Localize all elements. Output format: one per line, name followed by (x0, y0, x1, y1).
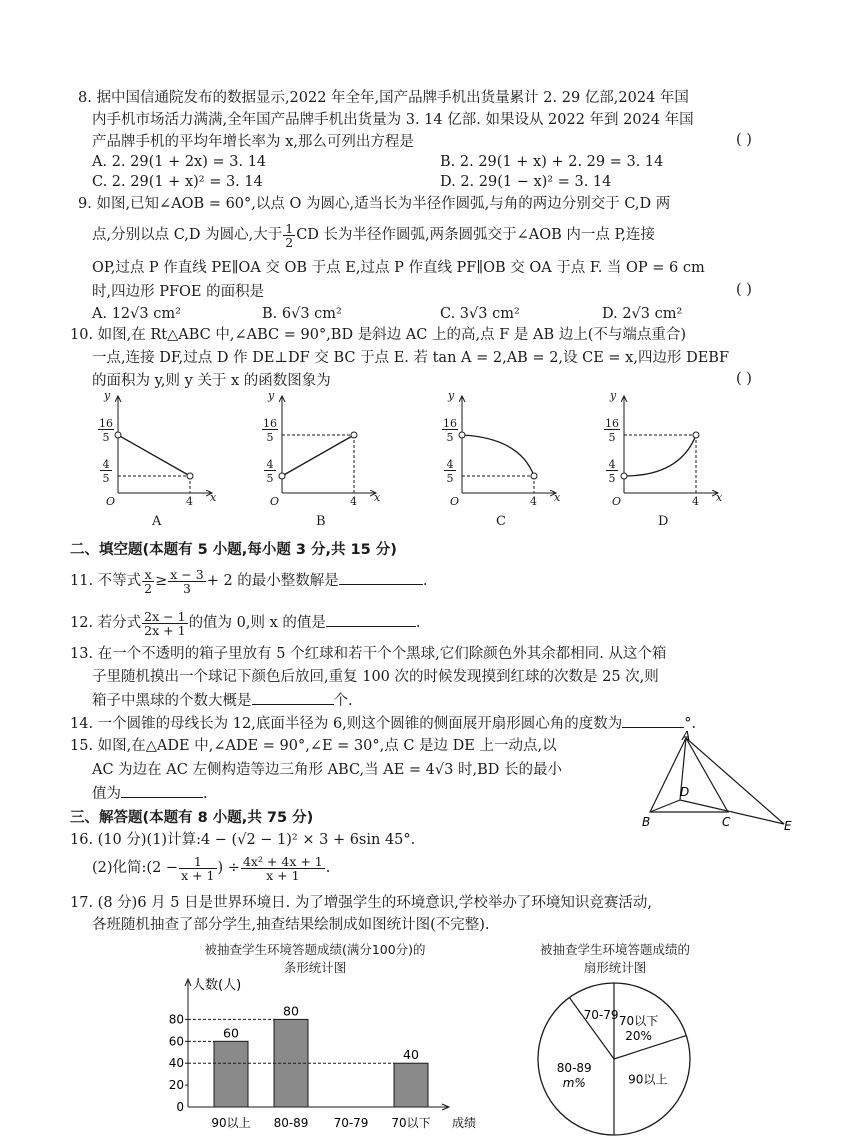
q15-label-c: C (722, 815, 731, 829)
section2-heading: 二、填空题(本题有 5 小题,每小题 3 分,共 15 分) (70, 542, 397, 558)
pie-slice-percent: m% (562, 1075, 586, 1090)
q10-graph-a-bot-num: 4 (100, 459, 112, 471)
q10-graph-c-axis-x: x (554, 491, 561, 504)
q15-line3 (92, 783, 208, 804)
q9-line2-post: CD 长为半径作圆弧,两条圆弧交于∠AOB 内一点 P,连接 (296, 227, 655, 243)
q10-graph-c-top-num: 16 (443, 417, 457, 430)
q16-fraction-2 (241, 855, 325, 882)
q8-line3: 产品牌手机的平均年增长率为 x,那么可列出方程是 (92, 134, 414, 150)
bar-value-label: 40 (403, 1047, 419, 1063)
q11-f1-den: 2 (144, 580, 153, 596)
q15-line2: AC 为边在 AC 左侧构造等边三角形 ABC,当 AE = 4√3 时,BD 长的最小 (92, 762, 562, 778)
q15-triangle-ade (680, 738, 784, 824)
q12-fraction (142, 610, 187, 637)
q10-graph-d-bot-num: 4 (606, 459, 618, 471)
q12-answer-blank[interactable] (326, 612, 416, 627)
q10-graph-d-top-den: 5 (608, 431, 616, 444)
pie-slice-label: 70以下 (618, 1014, 659, 1029)
q10-graph-b-caption: B (316, 514, 326, 529)
q15-line3-pre: 值为 (92, 786, 121, 802)
q14-line (70, 713, 696, 734)
q16-line1: 16. (10 分)(1)计算:4 − (√2 − 1)² × 3 + 6sin 45°. (70, 832, 416, 848)
q16-line2-mid: ) ÷ (217, 860, 240, 876)
pie-slice-label: 70-79 (583, 1008, 619, 1023)
bar-ytick-label: 80 (168, 1012, 184, 1027)
bar-chart-title-line2: 条形统计图 (283, 960, 347, 975)
q10-graph-b-x-tick: 4 (350, 495, 357, 508)
q10-graph-a-top-den: 5 (102, 431, 110, 444)
bar-category-label: 80-89 (273, 1116, 309, 1130)
bar-value-label: 60 (223, 1025, 239, 1041)
q10-graph-b-top-den: 5 (266, 431, 274, 444)
bar-category-label: 70-79 (333, 1116, 369, 1130)
q10-answer-paren: ( ) (736, 371, 752, 387)
q8-option-c: C. 2. 29(1 + x)² = 3. 14 (92, 174, 263, 190)
q13-line1: 13. 在一个不透明的箱子里放有 5 个红球和若干个个黑球,它们除颜色外其余都相同. 从这个箱 (70, 646, 667, 662)
q13-line2: 子里随机摸出一个球记下颜色后放回,重复 100 次的时候发现摸到红球的次数是 25 次,则 (92, 669, 659, 685)
q10-graph-c-origin: O (450, 495, 460, 508)
q14-post: °. (684, 716, 697, 732)
q10-graph-d-x-tick: 4 (692, 495, 699, 508)
q9-option-a: A. 12√3 cm² (92, 306, 181, 322)
bar-ytick-label: 60 (168, 1034, 184, 1049)
q11-f2-den: 3 (183, 580, 191, 596)
q13-line3-pre: 箱子中黑球的个数大概是 (92, 693, 252, 709)
q14-answer-blank[interactable] (622, 713, 684, 728)
q9-fraction (283, 222, 295, 249)
pie-chart-title (510, 940, 720, 976)
q10-graph-c (459, 396, 556, 493)
q16-f2-num: 4x² + 4x + 1 (242, 853, 323, 869)
q16-f1-num: 1 (179, 855, 216, 869)
q10-graph-a (115, 396, 212, 493)
q9-option-c: C. 3√3 cm² (440, 306, 520, 322)
q10-graph-a-bot-den: 5 (102, 472, 110, 485)
q10-graph-b (279, 396, 376, 493)
q8-option-b: B. 2. 29(1 + x) + 2. 29 = 3. 14 (440, 154, 664, 170)
bar-ytick-label: 0 (176, 1100, 184, 1114)
q10-graph-c-top-den: 5 (446, 431, 454, 444)
q10-graph-b-bot-num: 4 (264, 459, 276, 471)
q15-label-a: A (682, 729, 691, 743)
q16-line2-pre: (2)化简:(2 − (92, 860, 179, 876)
bar-ylabel: 人数(人) (192, 978, 242, 993)
q9-frac-num: 1 (285, 220, 294, 236)
q12-line (70, 606, 421, 640)
bar-chart-title-line1: 被抽查学生环境答题成绩(满分100分)的 (204, 942, 426, 957)
q10-graph-c-x-tick: 4 (530, 495, 537, 508)
q10-graph-c-bot-den: 5 (446, 472, 454, 485)
q9-option-d: D. 2√3 cm² (602, 306, 683, 322)
q8-line2: 内手机市场活力满满,全年国产品牌手机出货量为 3. 14 亿部. 如果设从 2022 年到 2024 年国 (92, 112, 694, 128)
pie-slice-label: 80-89 (556, 1060, 592, 1075)
q11-answer-blank[interactable] (339, 570, 423, 585)
q10-line3: 的面积为 y,则 y 关于 x 的函数图象为 (92, 373, 331, 389)
pie-slice-percent: 20% (625, 1029, 652, 1044)
q10-graph-b-bot-den: 5 (266, 472, 274, 485)
q10-graph-a-top-num: 16 (99, 417, 113, 430)
q15-label-d: D (680, 785, 690, 799)
q10-graph-d-top-num: 16 (605, 417, 619, 430)
q10-graph-b-top-num: 16 (263, 417, 277, 430)
q16-f1-den: x + 1 (181, 867, 215, 883)
q11-line (70, 564, 427, 598)
q9-line1: 9. 如图,已知∠AOB = 60°,以点 O 为圆心,适当长为半径作圆弧,与角的两边分别交于 C,D 两 (78, 196, 671, 212)
q10-line2: 一点,连接 DF,过点 D 作 DE⊥DF 交 BC 于点 E. 若 tan A = 2,AB = 2,设 CE = x,四边形 DEBF (92, 350, 730, 366)
q10-graph-a-axis-x: x (210, 491, 217, 504)
q10-graph-a-axis-y: y (104, 389, 111, 402)
q8-option-a: A. 2. 29(1 + 2x) = 3. 14 (92, 154, 267, 170)
q9-line2-pre: 点,分别以点 C,D 为圆心,大于 (92, 227, 283, 243)
q10-graph-c-caption: C (496, 514, 506, 529)
q11-end: . (422, 573, 428, 589)
q8-option-d: D. 2. 29(1 − x)² = 3. 14 (440, 174, 612, 190)
q10-graph-d-caption: D (658, 514, 669, 529)
section3-heading: 三、解答题(本题有 8 小题,共 75 分) (70, 810, 314, 826)
q10-line1: 10. 如图,在 Rt△ABC 中,∠ABC = 90°,BD 是斜边 AC 上的高,点 F 是 AB 边上(不与端点重合) (70, 327, 687, 343)
q13-line3 (92, 690, 353, 711)
q14-pre: 14. 一个圆锥的母线长为 12,底面半径为 6,则这个圆锥的侧面展开扇形圆心角的度数为 (70, 716, 623, 732)
q12-pre: 12. 若分式 (70, 615, 142, 631)
q15-triangle-abc (650, 738, 728, 812)
bar-xlabel: 成绩 (452, 1116, 477, 1130)
q10-graph-b-axis-x: x (374, 491, 381, 504)
bar-ytick-label: 20 (168, 1078, 184, 1093)
q12-end: . (415, 615, 421, 631)
q13-answer-blank[interactable] (252, 690, 334, 705)
bar-chart-title (180, 940, 450, 976)
pie-chart (530, 975, 710, 1140)
q8-line1: 8. 据中国信通院发布的数据显示,2022 年全年,国产品牌手机出货量累计 2. 29 亿部,2024 年国 (78, 90, 689, 106)
q12-post: 的值为 0,则 x 的值是 (188, 615, 326, 631)
pie-chart-title-line2: 扇形统计图 (583, 960, 647, 975)
q9-line4: 时,四边形 PFOE 的面积是 (92, 284, 265, 300)
bar-chart (140, 975, 520, 1140)
q10-graph-a-x-tick: 4 (186, 495, 193, 508)
q10-graphs (0, 388, 860, 536)
q10-graph-a-caption: A (152, 514, 162, 529)
q10-graph-d-origin: O (612, 495, 622, 508)
q16-f2-den: x + 1 (266, 867, 300, 883)
q9-line2 (92, 220, 655, 250)
q15-answer-blank[interactable] (121, 783, 203, 798)
q16-line2 (92, 850, 330, 886)
q15-figure (640, 728, 800, 838)
q15-line1: 15. 如图,在△ADE 中,∠ADE = 90°,∠E = 30°,点 C 是边 DE 上一动点,以 (70, 738, 557, 754)
q16-line2-end: . (325, 860, 331, 876)
bar-value-label: 80 (283, 1003, 299, 1019)
q10-graph-a-origin: O (106, 495, 116, 508)
bar (214, 1041, 248, 1107)
bar-category-label: 90以上 (211, 1116, 251, 1130)
q17-line2: 各班随机抽查了部分学生,抽查结果绘制成如图统计图(不完整). (92, 917, 490, 933)
q10-graph-d-axis-y: y (610, 389, 617, 402)
q11-f2-num: x − 3 (170, 566, 204, 582)
q10-graph-c-bot-num: 4 (444, 459, 456, 471)
q10-graph-d-bot-den: 5 (608, 472, 616, 485)
pie-chart-title-line1: 被抽查学生环境答题成绩的 (539, 942, 690, 957)
q9-line3: OP,过点 P 作直线 PE∥OA 交 OB 于点 E,过点 P 作直线 PF∥OB 交 OA 于点 F. 当 OP = 6 cm (92, 260, 705, 276)
q10-graph-c-axis-y: y (448, 389, 455, 402)
bar-ytick-label: 40 (168, 1056, 184, 1071)
q10-graph-d-axis-x: x (716, 491, 723, 504)
q9-frac-den: 2 (285, 234, 294, 250)
q17-line1: 17. (8 分)6 月 5 日是世界环境日. 为了增强学生的环境意识,学校举办了环境知识竞赛活动, (70, 895, 653, 911)
q8-answer-paren: ( ) (736, 132, 752, 148)
q11-f1-num: x (142, 568, 154, 582)
q11-fraction-1 (142, 568, 154, 595)
q11-geq: ≥ (155, 573, 168, 589)
q11-post: + 2 的最小整数解是 (206, 573, 339, 589)
pie-slice-label: 90以上 (628, 1072, 668, 1087)
q10-graph-b-axis-y: y (268, 389, 275, 402)
q11-fraction-2 (168, 568, 205, 595)
q13-line3-post: 个. (333, 693, 353, 709)
q9-answer-paren: ( ) (736, 282, 752, 298)
q12-f-num: 2x − 1 (144, 608, 186, 624)
q9-option-b: B. 6√3 cm² (262, 306, 342, 322)
q15-line3-post: . (203, 786, 208, 802)
q11-pre: 11. 不等式 (70, 573, 142, 589)
bar (394, 1063, 428, 1107)
q15-label-e: E (784, 819, 792, 833)
q16-fraction-1 (179, 855, 216, 882)
bar-category-label: 70以下 (391, 1116, 431, 1130)
q12-f-den: 2x + 1 (144, 622, 186, 638)
q15-label-b: B (642, 815, 651, 829)
q10-graph-b-origin: O (270, 495, 280, 508)
q10-graph-d (621, 396, 718, 493)
